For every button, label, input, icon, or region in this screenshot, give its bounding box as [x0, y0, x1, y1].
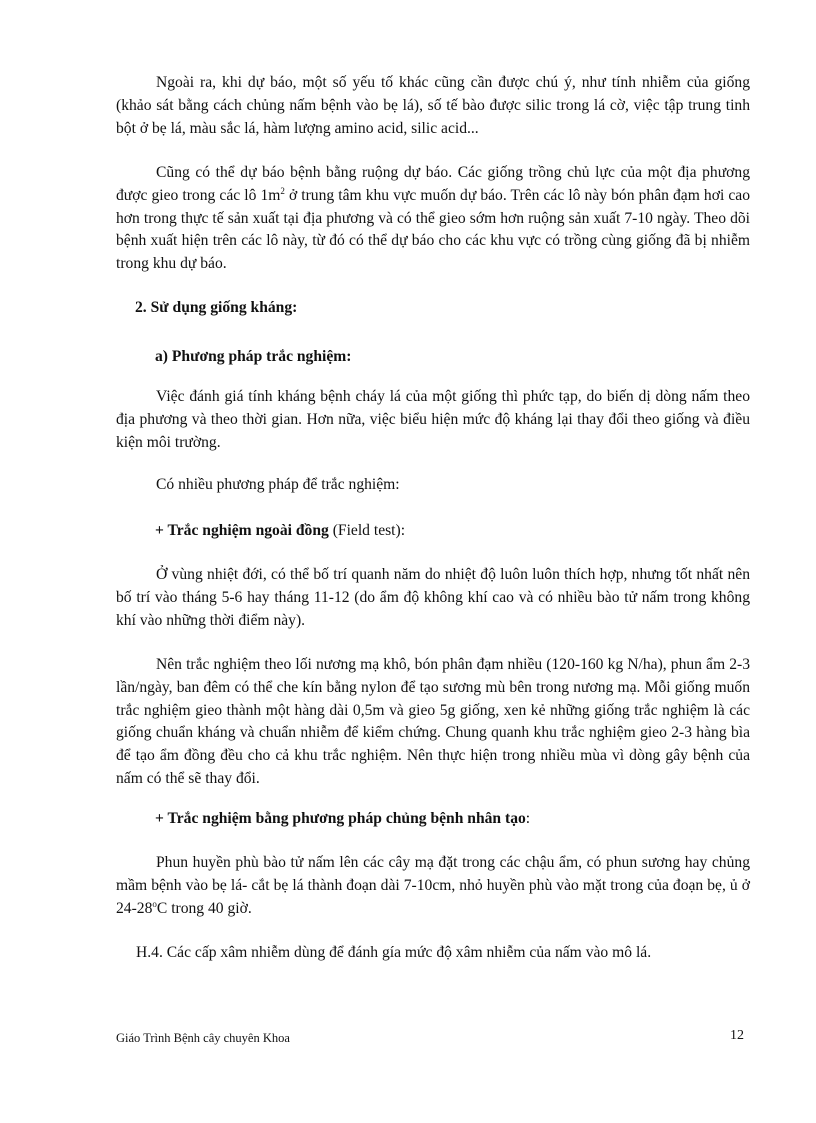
paragraph-nursery: Nên trắc nghiệm theo lối nương mạ khô, bón phân đạm nhiều (120-160 kg N/ha), phun ẩm 2-3 lần/ngày, ban đêm có thể che kín bằng nylon để tạo sương mù bên trong nương mạ. Mỗi giống muốn trắc nghiệm gieo thành một hàng dài 0,5m và gieo 5g giống, xen kẻ những giống trắc nghiệm là các giống chuẩn kháng và chuẩn nhiễm để kiểm chứng. Chung quanh khu trắc nghiệm gieo 2-3 hàng bìa để tạo ẩm đồng đều cho cả khu trắc nghiệm. Nên thực hiện trong nhiều mùa vì dòng gây bệnh của nấm có thể sẽ thay đổi. — [116, 656, 750, 787]
paragraph-methods: Có nhiều phương pháp để trắc nghiệm: — [156, 476, 400, 493]
heading-bold-text: + Trắc nghiệm bằng phương pháp chủng bệnh nhân tạo — [155, 810, 526, 827]
method-heading-artificial-inoculation — [155, 808, 530, 831]
superscript: 2 — [280, 185, 285, 196]
paragraph-tropical: Ở vùng nhiệt đới, có thể bố trí quanh năm do nhiệt độ luôn luôn thích hợp, nhưng tốt nhất nên bố trí vào tháng 5-6 hay tháng 11-12 (do ẩm độ không khí cao và có nhiều bào tử nấm trong không khí vào những thời điểm này). — [116, 566, 750, 629]
paragraph-text: Phun huyền phù bào tử nấm lên các cây mạ đặt trong các chậu ẩm, có phun sương hay chủng mầm bệnh vào bẹ lá- cắt bẹ lá thành đoạn dài 7-10cm, nhỏ huyền phù vào mặt trong của đoạn bẹ, ủ ở 24-28 — [116, 854, 750, 917]
superscript: o — [152, 898, 157, 909]
footer-title: Giáo Trình Bệnh cây chuyên Khoa — [116, 1031, 290, 1045]
figure-caption: H.4. Các cấp xâm nhiễm dùng để đánh gía mức độ xâm nhiễm của nấm vào mô lá. — [136, 944, 652, 961]
section-heading: 2. Sử dụng giống kháng: — [135, 299, 298, 316]
page-number: 12 — [730, 1028, 744, 1043]
paragraph-forecast-field — [116, 162, 750, 276]
paragraph-text: C trong 40 giờ. — [156, 899, 252, 917]
heading-normal-text: (Field test): — [328, 522, 406, 539]
method-heading-field-test — [155, 520, 405, 543]
heading-bold-text: + Trắc nghiệm ngoài đồng — [155, 522, 329, 539]
paragraph-text: ở trung tâm khu vực muốn dự báo. Trên các lô này bón phân đạm hơi cao hơn trong thực tế sản xuất tại địa phương và có thể gieo sớm hơn ruộng sản xuất 7-10 ngày. Theo dõi bệnh xuất hiện trên các lô này, từ đó có thể dự báo cho các khu vực có trồng cùng giống đã bị nhiễm trong khu dự báo. — [116, 186, 750, 273]
paragraph-text: Cũng có thể dự báo bệnh bằng ruộng dự báo. Các giống trồng chủ lực của một địa phương được gieo trong các lô 1m — [116, 164, 750, 204]
subsection-heading: a) Phương pháp trắc nghiệm: — [155, 348, 352, 365]
paragraph-spray — [116, 852, 750, 920]
heading-normal-text: : — [525, 810, 531, 827]
paragraph-forecast-factors: Ngoài ra, khi dự báo, một số yếu tố khác cũng cần được chú ý, như tính nhiễm của giống (khảo sát bằng cách chủng nấm bệnh vào bẹ lá), số tế bào được silic trong lá cờ, việc tập trung tinh bột ở bẹ lá, màu sắc lá, hàm lượng amino acid, silic acid... — [116, 74, 750, 137]
paragraph-resistance: Việc đánh giá tính kháng bệnh cháy lá của một giống thì phức tạp, do biến dị dòng nấm theo địa phương và theo thời gian. Hơn nữa, việc biểu hiện mức độ kháng lại thay đổi theo giống và điều kiện môi trường. — [116, 388, 750, 451]
